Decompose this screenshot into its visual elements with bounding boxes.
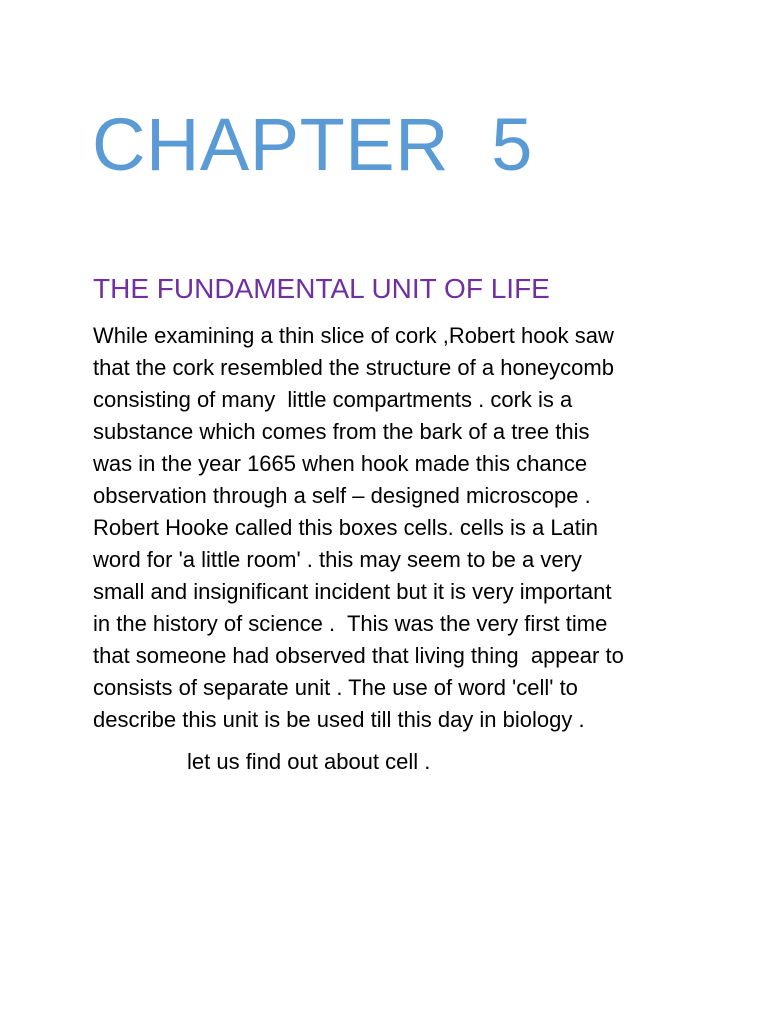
body-line: word for 'a little room' . this may seem to be a very	[93, 547, 582, 572]
chapter-title: CHAPTER 5	[92, 103, 533, 186]
body-line: Robert Hooke called this boxes cells. cells is a Latin	[93, 515, 599, 540]
body-line: While examining a thin slice of cork ,Robert hook saw	[93, 323, 614, 348]
body-line: that the cork resembled the structure of a honeycomb	[93, 355, 614, 380]
body-line: was in the year 1665 when hook made this chance	[93, 451, 588, 476]
body-line: consisting of many little compartments . cork is a	[93, 387, 573, 412]
section-title: THE FUNDAMENTAL UNIT OF LIFE	[93, 273, 550, 304]
body-line: in the history of science . This was the very first time	[93, 611, 608, 636]
closing-line: let us find out about cell .	[187, 749, 431, 774]
body-line: observation through a self – designed microscope .	[93, 483, 591, 508]
body-line: substance which comes from the bark of a tree this	[93, 419, 590, 444]
body-line: describe this unit is be used till this day in biology .	[93, 707, 585, 732]
body-line: consists of separate unit . The use of word 'cell' to	[93, 675, 578, 700]
body-line: that someone had observed that living thing appear to	[93, 643, 624, 668]
body-line: small and insignificant incident but it is very important	[93, 579, 612, 604]
body-paragraph	[93, 320, 693, 736]
